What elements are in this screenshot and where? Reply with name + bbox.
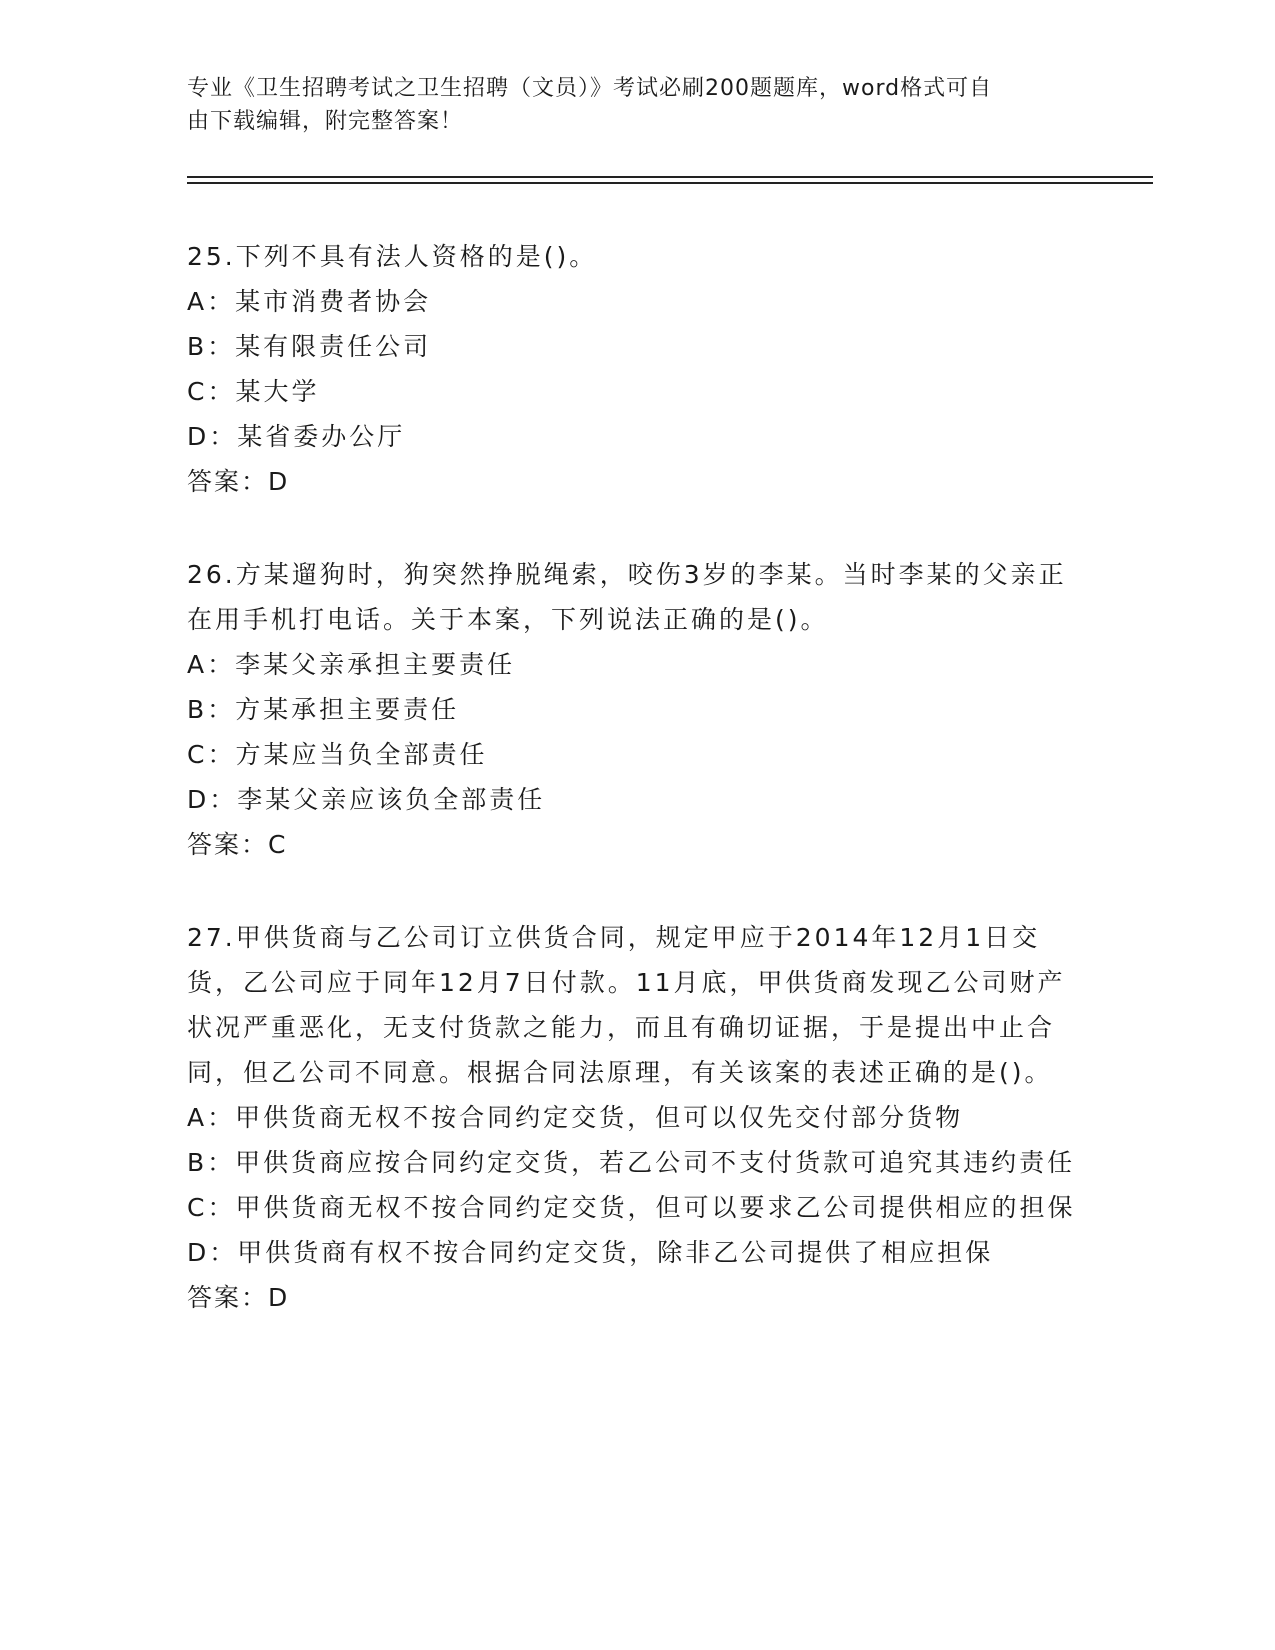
header-line-1: 专业《卫生招聘考试之卫生招聘（文员）》考试必刷200题题库，word格式可自 (187, 76, 993, 101)
answer: 答案：C (187, 830, 288, 859)
question-stem: 25.下列不具有法人资格的是()。 (187, 242, 598, 271)
question-stem: 27.甲供货商与乙公司订立供货合同，规定甲应于2014年12月1日交货，乙公司应于同年12月7日付款。11月底，甲供货商发现乙公司财产状况严重恶化，无支付货款之能力，而且有确切证据，于是提出中止合同，但乙公司不同意。根据合同法原理，有关该案的表述正确的是()。 (187, 923, 1066, 1087)
option-d: D：某省委办公厅 (187, 422, 406, 451)
option-d: D：李某父亲应该负全部责任 (187, 785, 546, 814)
option-d: D：甲供货商有权不按合同约定交货，除非乙公司提供了相应担保 (187, 1238, 994, 1267)
option-b: B：某有限责任公司 (187, 332, 432, 361)
option-a: A：李某父亲承担主要责任 (187, 650, 516, 679)
option-c: C：甲供货商无权不按合同约定交货，但可以要求乙公司提供相应的担保 (187, 1193, 1076, 1222)
question-26 (187, 552, 1087, 867)
option-a: A：甲供货商无权不按合同约定交货，但可以仅先交付部分货物 (187, 1103, 964, 1132)
answer: 答案：D (187, 1283, 290, 1312)
document-header (187, 72, 1067, 138)
option-b: B：甲供货商应按合同约定交货，若乙公司不支付货款可追究其违约责任 (187, 1148, 1076, 1177)
option-c: C：方某应当负全部责任 (187, 740, 488, 769)
header-divider-top (187, 176, 1153, 178)
question-stem: 26.方某遛狗时，狗突然挣脱绳索，咬伤3岁的李某。当时李某的父亲正在用手机打电话。关于本案，下列说法正确的是()。 (187, 560, 1067, 634)
question-27 (187, 915, 1087, 1320)
header-line-2: 由下载编辑，附完整答案！ (187, 109, 464, 134)
option-a: A：某市消费者协会 (187, 287, 432, 316)
answer: 答案：D (187, 467, 290, 496)
option-b: B：方某承担主要责任 (187, 695, 460, 724)
question-25 (187, 234, 1087, 504)
header-divider-bottom (187, 182, 1153, 184)
option-c: C：某大学 (187, 377, 320, 406)
